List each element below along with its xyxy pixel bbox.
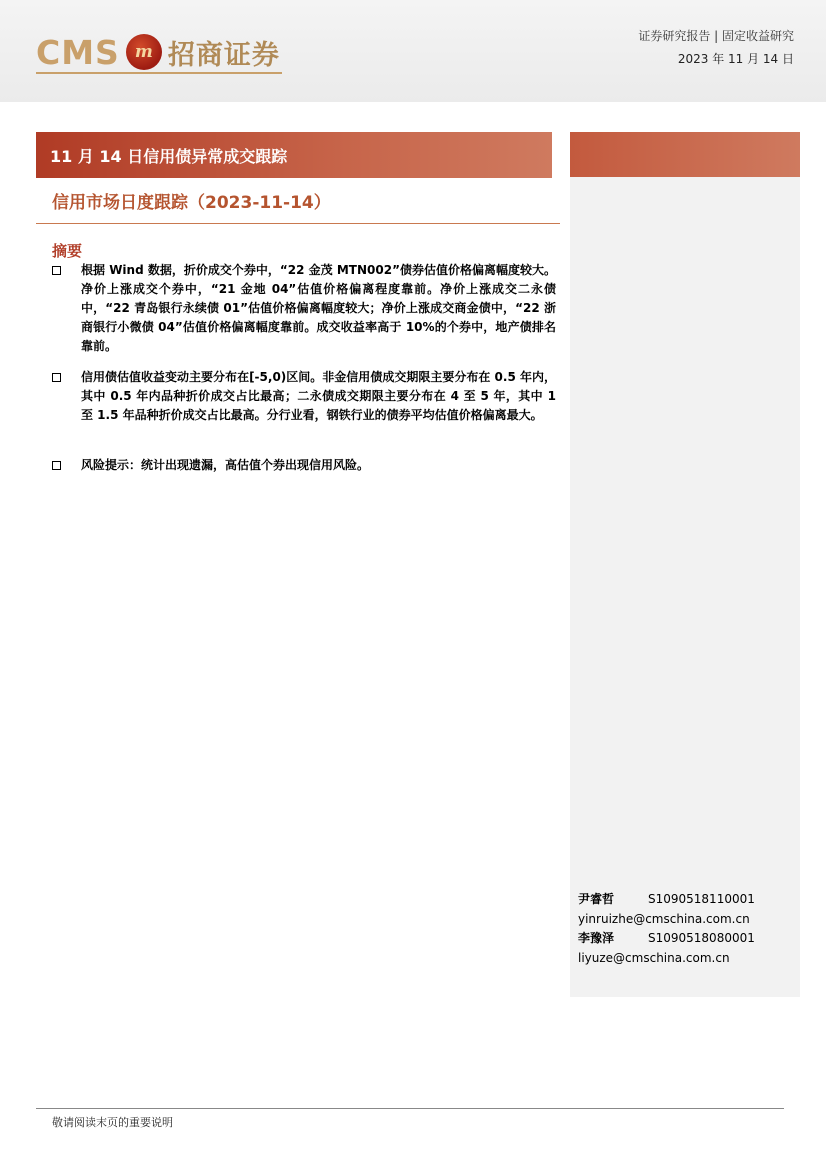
author-license: S1090518110001 <box>648 892 755 906</box>
abstract-bullet <box>52 261 556 356</box>
footer-divider <box>36 1108 784 1109</box>
side-panel <box>570 177 800 997</box>
abstract-bullet-text: 根据 Wind 数据，折价成交个券中，“22 金茂 MTN002”债券估值价格偏离幅度较大。净价上涨成交个券中，“21 金地 04”估值价格偏离程度靠前。净价上涨成交二永债中，“22 青岛银行永续债 01”估值价格偏离幅度较大；净价上涨成交商金债中，“22 浙商银行小微债 04”估值价格偏离幅度靠前。成交收益率高于 10%的个券中，地产债排名靠前。 <box>81 263 556 353</box>
author-email[interactable]: liyuze@cmschina.com.cn <box>578 950 730 965</box>
logo-emblem-letter: m <box>134 42 153 62</box>
title-bar <box>36 132 552 178</box>
abstract-heading: 摘要 <box>52 242 83 260</box>
side-panel-header <box>570 132 800 177</box>
footer-note: 敬请阅读末页的重要说明 <box>52 1116 173 1129</box>
author-row <box>578 929 788 949</box>
abstract-bullet <box>52 456 556 475</box>
report-subtitle: 信用市场日度跟踪（2023-11-14） <box>52 193 331 213</box>
author-name: 尹睿哲 <box>578 892 615 906</box>
author-email[interactable]: yinruizhe@cmschina.com.cn <box>578 911 750 926</box>
abstract-bullet-text: 信用债估值收益变动主要分布在[-5,0)区间。非金信用债成交期限主要分布在 0.5 年内，其中 0.5 年内品种折价成交占比最高；二永债成交期限主要分布在 4 至 5 年，其中 1 至 1.5 年品种折价成交占比最高。分行业看，钢铁行业的债券平均估值价格偏离最大。 <box>81 370 556 422</box>
report-type: 证券研究报告 | 固定收益研究 <box>638 29 794 43</box>
author-name: 李豫泽 <box>578 931 615 945</box>
checkbox-bullet-icon <box>52 373 61 382</box>
author-row <box>578 890 788 910</box>
author-license: S1090518080001 <box>648 931 755 945</box>
author-list <box>578 890 788 968</box>
abstract-bullet <box>52 368 556 425</box>
report-title: 11 月 14 日信用债异常成交跟踪 <box>50 146 288 166</box>
checkbox-bullet-icon <box>52 266 61 275</box>
checkbox-bullet-icon <box>52 461 61 470</box>
logo-underline <box>36 72 282 74</box>
report-date: 2023 年 11 月 14 日 <box>677 52 794 66</box>
logo-chinese-text: 招商证券 <box>167 39 280 71</box>
logo-latin-text: CMS <box>36 32 120 72</box>
logo-emblem-icon <box>126 34 162 70</box>
subtitle-divider <box>36 223 560 224</box>
company-logo <box>36 28 280 76</box>
abstract-bullet-text: 风险提示：统计出现遗漏，高估值个券出现信用风险。 <box>81 458 370 472</box>
